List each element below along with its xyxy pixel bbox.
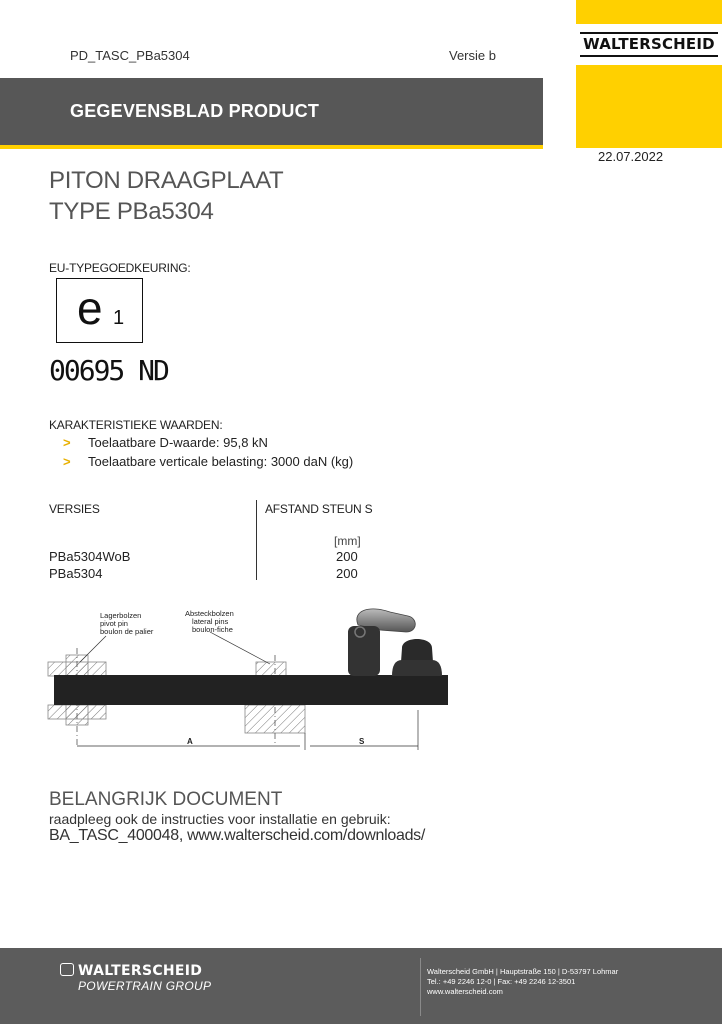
hitch-pin-base [392, 660, 442, 676]
lateral-label-fr: boulon-fiche [192, 625, 233, 634]
technical-drawing [40, 600, 460, 760]
contact-line: Tel.: +49 2246 12-0 | Fax: +49 2246 12-3501 [427, 977, 576, 986]
characteristics-list [63, 433, 353, 471]
footer-brand: WALTERSCHEID [60, 963, 211, 979]
walterscheid-mark-icon [60, 963, 74, 976]
table-row-distance: 200 [336, 549, 358, 564]
e-mark-box [56, 278, 143, 343]
logo-panel [576, 0, 722, 148]
table-row-version: PBa5304 [49, 566, 103, 581]
pivot-leader-line [80, 636, 106, 662]
distance-header: AFSTAND STEUN S [265, 502, 373, 516]
important-title: BELANGRIJK DOCUMENT [49, 789, 283, 810]
lateral-pin-block-top [256, 662, 286, 676]
arrow-bullet-icon: > [63, 454, 71, 469]
document-version: Versie b [449, 48, 496, 63]
address-line: Walterscheid GmbH | Hauptstraße 150 | D-53797 Lohmar [427, 967, 619, 976]
dimension-a-label: A [187, 737, 193, 746]
dimension-s-label: S [359, 737, 365, 746]
e-mark-number: 1 [113, 307, 125, 329]
lateral-label-en: lateral pins [192, 617, 229, 626]
banner-title: GEGEVENSBLAD PRODUCT [70, 101, 320, 121]
e-mark-letter: e [77, 282, 103, 334]
document-date: 22.07.2022 [598, 149, 664, 164]
table-row-distance: 200 [336, 566, 358, 581]
characteristic-text: Toelaatbare verticale belasting: 3000 daN (kg) [88, 454, 354, 469]
list-item [63, 452, 353, 471]
table-divider [256, 500, 257, 580]
characteristic-text: Toelaatbare D-waarde: 95,8 kN [88, 435, 268, 450]
footer-divider [420, 958, 421, 1016]
logo-band [576, 24, 722, 65]
carrier-plate [54, 675, 448, 705]
pivot-label-fr: boulon de palier [100, 627, 154, 636]
pivot-label-de: Lagerbolzen [100, 611, 142, 620]
arrow-bullet-icon: > [63, 435, 71, 450]
pivot-label-en: pivot pin [100, 619, 128, 628]
list-item [63, 433, 353, 452]
table-row-version: PBa5304WoB [49, 549, 131, 564]
footer-address [427, 967, 618, 997]
approval-number: 00695 ND [49, 354, 168, 387]
product-type: TYPE PBa5304 [49, 198, 214, 225]
characteristics-label: KARAKTERISTIEKE WAARDEN: [49, 418, 223, 432]
important-reference[interactable]: BA_TASC_400048, www.walterscheid.com/downloads/ [49, 827, 426, 844]
important-text: raadpleeg ook de instructies voor installatie en gebruik: [49, 811, 391, 827]
distance-unit: [mm] [334, 534, 361, 548]
banner-accent-stripe [0, 145, 543, 149]
lateral-label-de: Absteckbolzen [185, 609, 234, 618]
document-id: PD_TASC_PBa5304 [70, 48, 190, 63]
lateral-leader-line [210, 632, 270, 664]
website-link[interactable]: www.walterscheid.com [427, 987, 503, 996]
versions-header: VERSIES [49, 502, 100, 516]
walterscheid-logo: WALTERSCHEID [580, 32, 718, 57]
footer-subtitle: POWERTRAIN GROUP [78, 979, 212, 993]
approval-label: EU-TYPEGOEDKEURING: [49, 261, 191, 275]
footer-logo [60, 963, 211, 993]
product-title: PITON DRAAGPLAAT [49, 167, 284, 194]
